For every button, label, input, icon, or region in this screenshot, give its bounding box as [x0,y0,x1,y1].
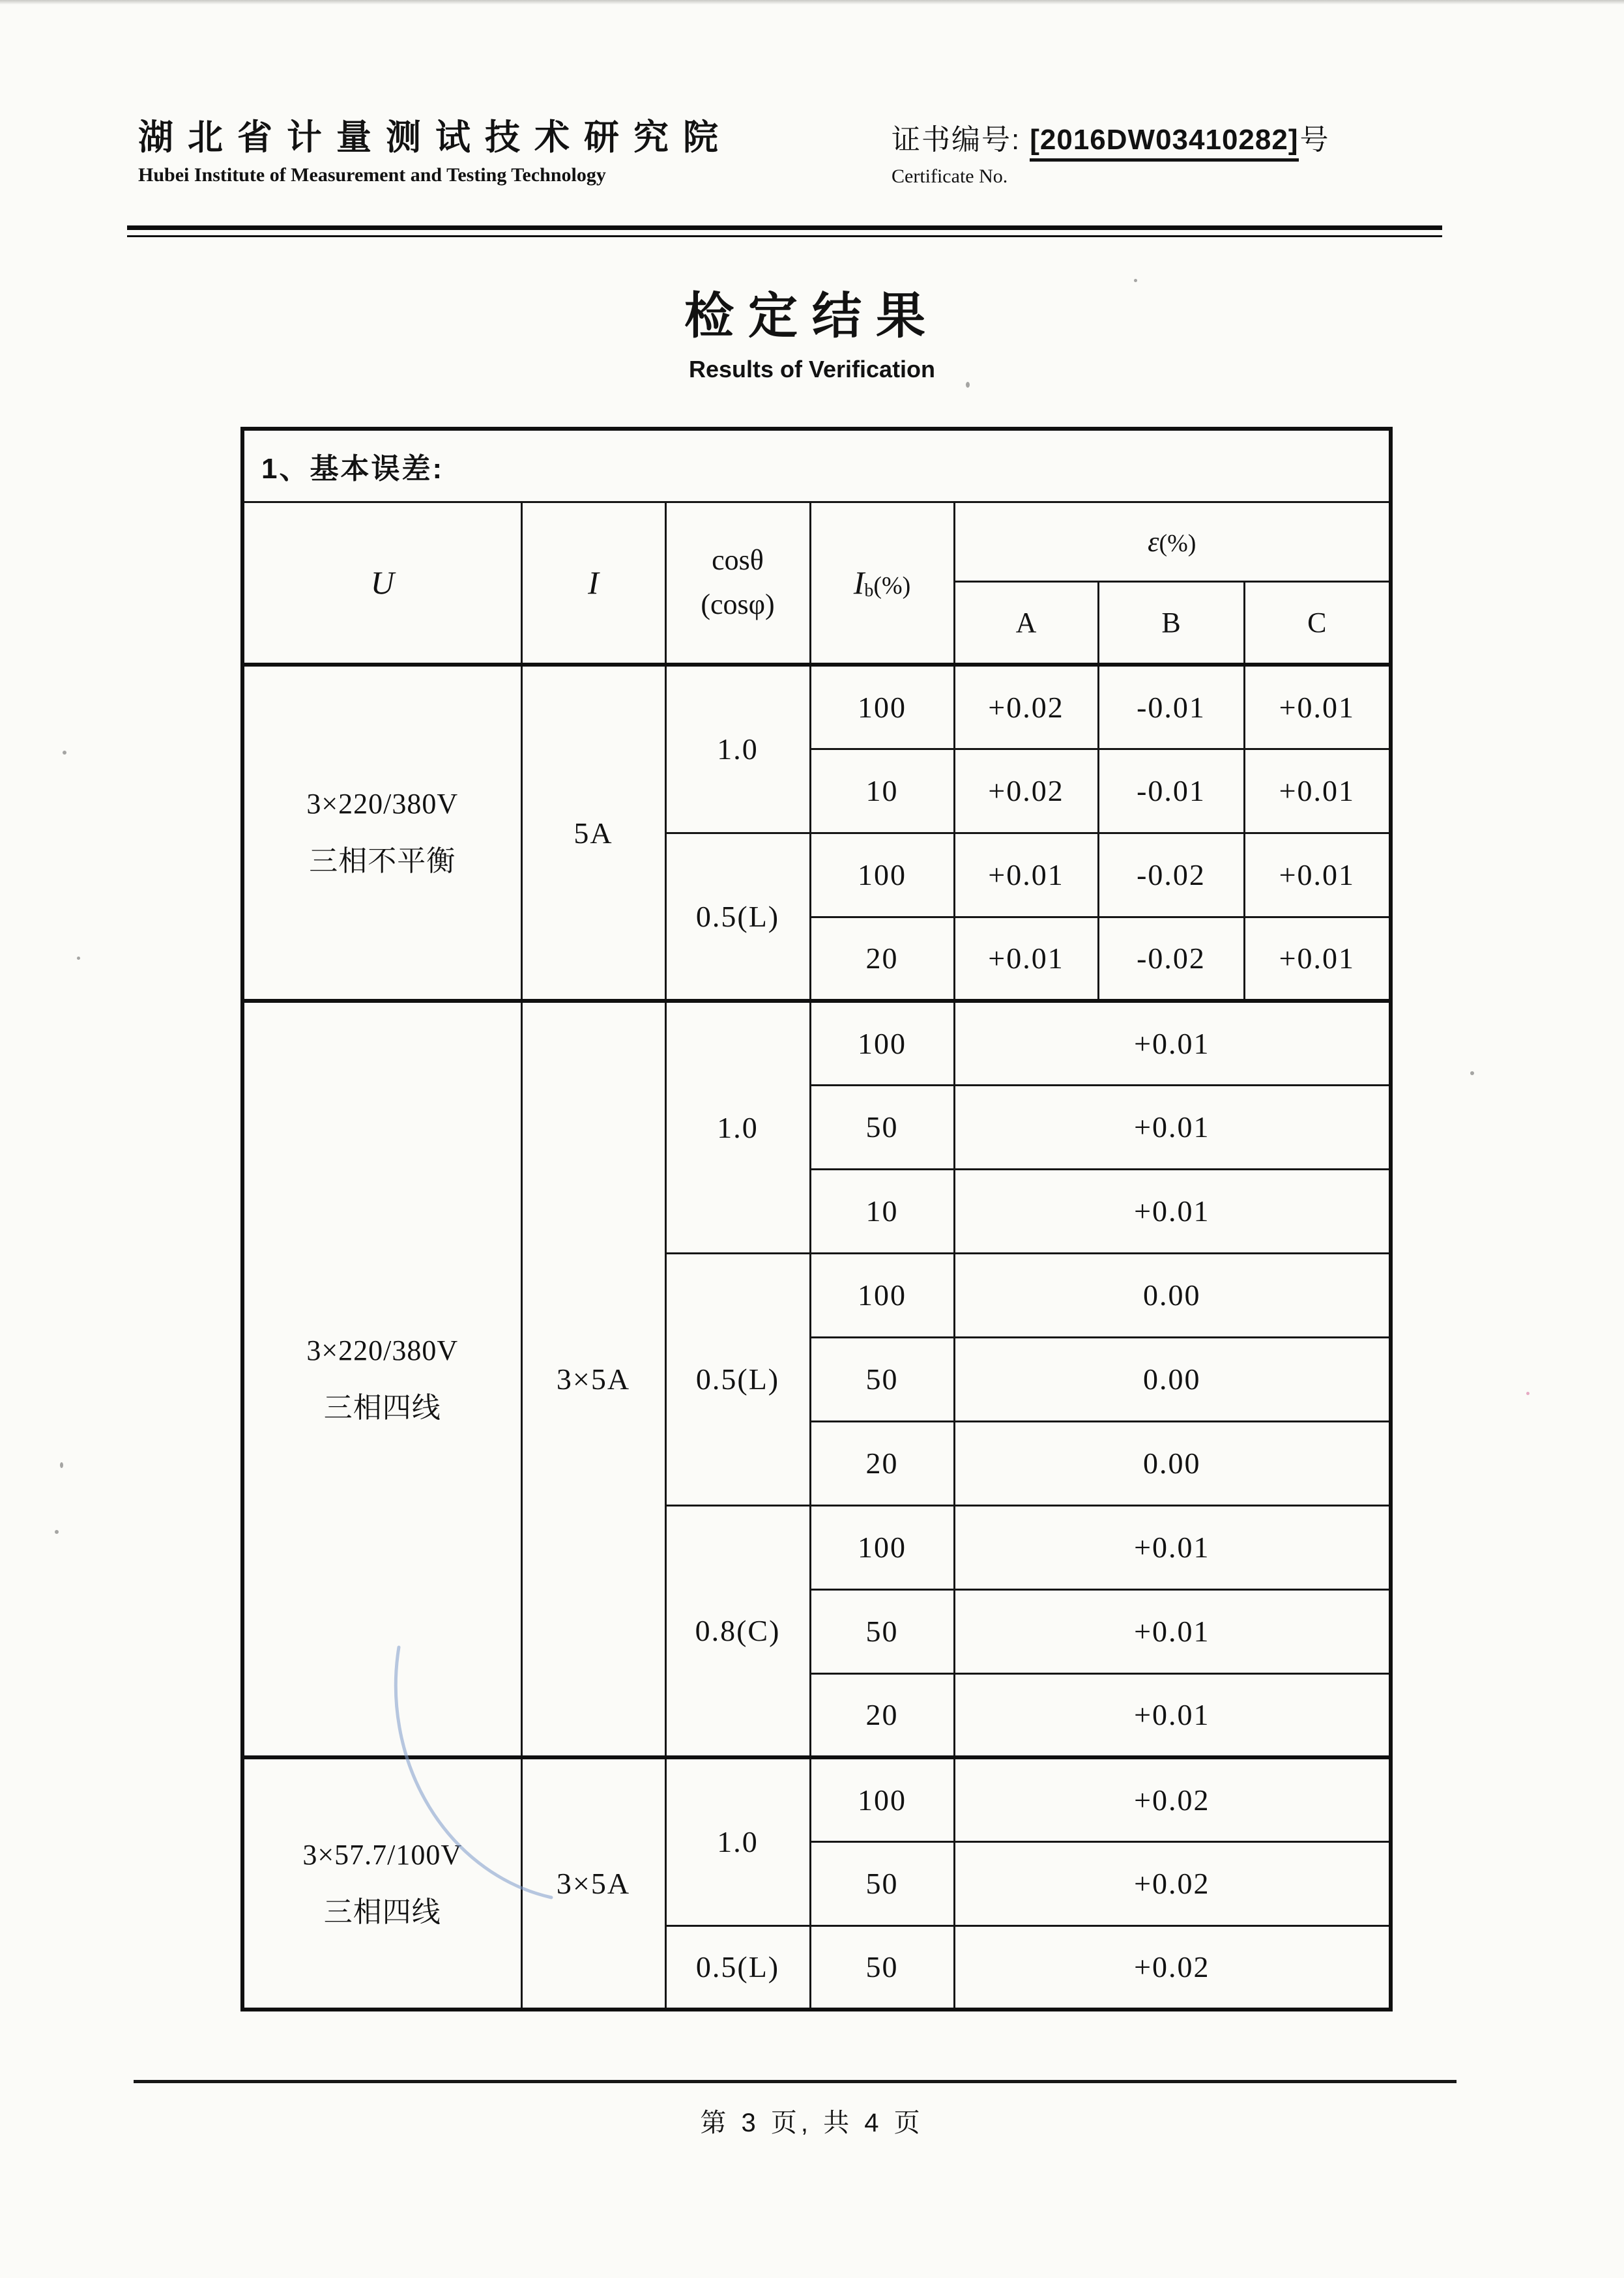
ib-value-cell: 100 [810,1001,954,1085]
ib-value-cell: 50 [810,1337,954,1421]
table-row [242,665,1391,749]
col-header-cos [665,502,810,665]
cell-line: 3×220/380V [306,788,459,820]
scan-speck [1526,1392,1530,1395]
eps-value-cell: 0.00 [954,1421,1391,1505]
i-value-cell: 3×5A [521,1001,665,1757]
eps-value-cell: +0.01 [954,1505,1391,1589]
eps-b-cell: -0.01 [1098,749,1244,833]
epsilon-symbol: ε [1148,525,1159,558]
cos-theta-label: cosθ [712,544,764,577]
eps-value-cell: 0.00 [954,1253,1391,1337]
ib-value-cell: 50 [810,1589,954,1673]
u-value-cell [242,1001,521,1757]
institute-name-cn: 湖北省计量测试技术研究院 [138,118,732,157]
eps-a-cell: +0.02 [954,665,1098,749]
ib-value-cell: 100 [810,665,954,749]
doc-title-en: Results of Verification [688,356,936,382]
doc-title-cn: 检定结果 [684,289,940,344]
eps-a-cell: +0.01 [954,917,1098,1001]
ib-value-cell: 20 [810,1421,954,1505]
cos-phi-label: (cosφ) [701,588,775,621]
col-header-i [521,502,665,665]
ib-symbol: I [853,564,865,601]
cell-line: 三相四线 [323,1896,441,1928]
eps-c-cell: +0.01 [1244,917,1391,1001]
certificate-no-label: 证书编号: [892,124,1021,156]
eps-value-cell: +0.01 [954,1001,1391,1085]
eps-value-cell: +0.02 [954,1925,1391,2010]
ib-value-cell: 100 [810,1757,954,1841]
cos-value-cell: 0.5(L) [665,1253,810,1505]
i-value-cell: 5A [521,665,665,1001]
eps-b-cell: -0.02 [1098,833,1244,917]
col-header-u [242,502,521,665]
cell-line: 三相不平衡 [309,845,456,877]
scan-speck [1470,1071,1474,1075]
i-symbol: I [588,564,599,601]
col-header-phase-c: C [1244,581,1391,665]
table-row [242,1757,1391,1841]
ib-value-cell: 50 [810,1085,954,1169]
certificate-no-value: [2016DW03410282] [1030,124,1298,162]
ib-subscript: b [864,581,874,601]
ib-value-cell: 10 [810,1169,954,1253]
ib-value-cell: 20 [810,1673,954,1757]
scan-speck [1134,279,1137,282]
eps-value-cell: +0.01 [954,1085,1391,1169]
header-divider [127,225,1442,237]
eps-a-cell: +0.02 [954,749,1098,833]
cell-line: 三相四线 [323,1391,441,1424]
col-header-ib [810,502,954,665]
cos-value-cell: 1.0 [665,665,810,833]
ib-value-cell: 20 [810,917,954,1001]
u-value-cell [242,1757,521,2010]
ib-value-cell: 50 [810,1841,954,1925]
ib-value-cell: 100 [810,1253,954,1337]
eps-c-cell: +0.01 [1244,749,1391,833]
table-header-row-1 [242,502,1391,581]
institute-name-en: Hubei Institute of Measurement and Testing Technology [138,164,606,186]
results-table [240,427,1393,2011]
u-symbol: U [370,564,394,601]
table-row [242,1001,1391,1085]
col-header-phase-a: A [954,581,1098,665]
scan-speck [77,957,80,960]
eps-value-cell: +0.01 [954,1589,1391,1673]
certificate-no-label-en: Certificate No. [892,166,1008,187]
eps-b-cell: -0.01 [1098,665,1244,749]
cell-line: 3×57.7/100V [302,1838,463,1871]
results-table-body [242,665,1391,2010]
cos-value-cell: 0.5(L) [665,833,810,1001]
ib-value-cell: 100 [810,833,954,917]
certificate-no-suffix: 号 [1299,124,1329,156]
col-header-eps [954,502,1391,581]
eps-b-cell: -0.02 [1098,917,1244,1001]
ib-value-cell: 10 [810,749,954,833]
certificate-number-line [892,116,1329,162]
eps-value-cell: +0.01 [954,1169,1391,1253]
col-header-phase-b: B [1098,581,1244,665]
table-caption: 1、基本误差: [242,429,1391,502]
table-caption-row [242,429,1391,502]
scan-speck [966,382,970,388]
i-value-cell: 3×5A [521,1757,665,2010]
eps-c-cell: +0.01 [1244,833,1391,917]
ib-value-cell: 100 [810,1505,954,1589]
scan-speck [63,751,66,755]
footer-divider [134,2080,1457,2083]
page-number: 第 3 页, 共 4 页 [700,2109,924,2137]
scan-edge [0,0,1624,5]
eps-value-cell: +0.02 [954,1757,1391,1841]
eps-a-cell: +0.01 [954,833,1098,917]
eps-value-cell: +0.01 [954,1673,1391,1757]
cos-value-cell: 0.5(L) [665,1925,810,2010]
scan-speck [60,1462,63,1468]
eps-c-cell: +0.01 [1244,665,1391,749]
ib-value-cell: 50 [810,1925,954,2010]
ib-unit: (%) [873,572,911,600]
epsilon-unit: (%) [1159,529,1196,557]
u-value-cell [242,665,521,1001]
cos-value-cell: 1.0 [665,1001,810,1253]
scan-speck [55,1530,59,1534]
eps-value-cell: 0.00 [954,1337,1391,1421]
cell-line: 3×220/380V [306,1334,459,1366]
cos-value-cell: 1.0 [665,1757,810,1925]
cos-value-cell: 0.8(C) [665,1505,810,1757]
eps-value-cell: +0.02 [954,1841,1391,1925]
